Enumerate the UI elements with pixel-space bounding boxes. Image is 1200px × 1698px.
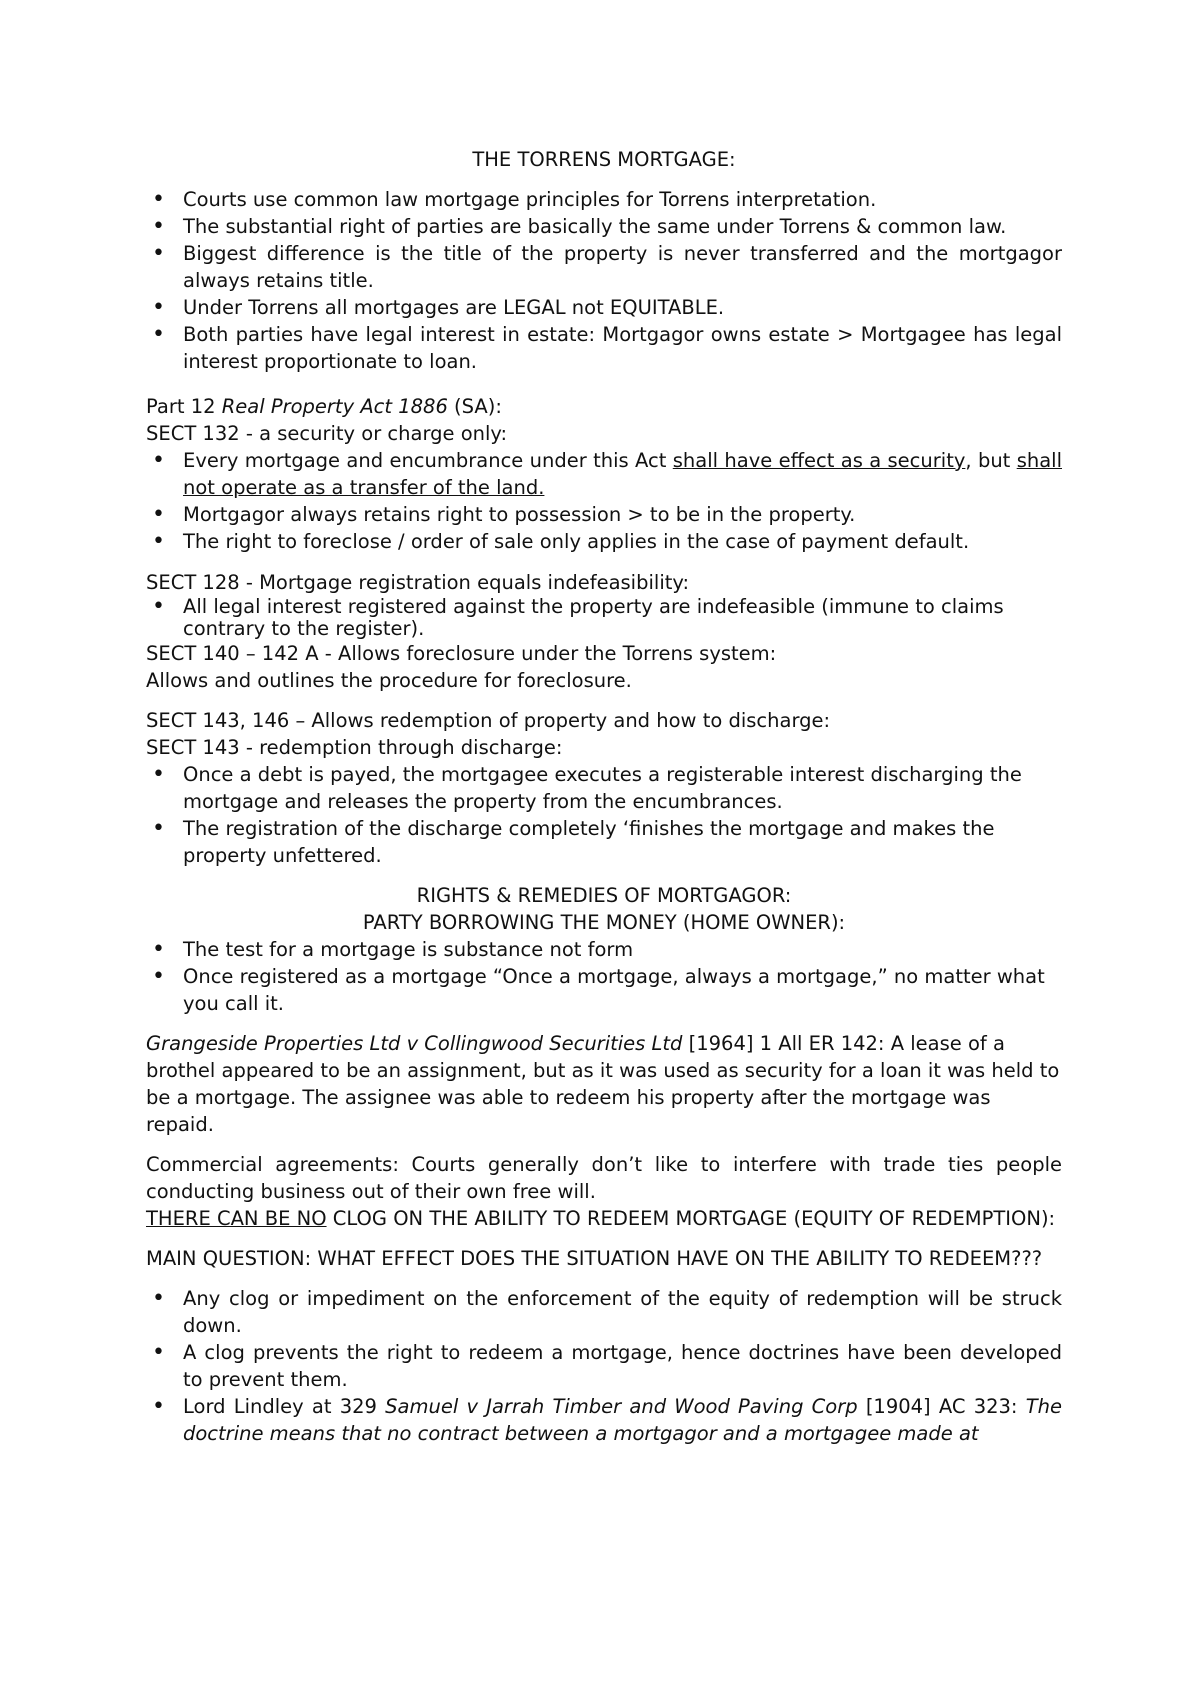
sect143-heading: SECT 143 - redemption through discharge: (146, 736, 563, 759)
list-item: • Biggest difference is the title of the property is never transferred and the mortgagor always retains title. (146, 240, 1062, 294)
clog-underlined: THERE CAN BE NO (146, 1207, 327, 1230)
list-item: • The right to foreclose / order of sale only applies in the case of payment default. (146, 528, 1062, 555)
case-name: Samuel v Jarrah Timber and Wood Paving Corp (385, 1395, 858, 1418)
clog-heading (146, 1205, 1062, 1232)
sect128-bullet-list (146, 596, 1062, 640)
lindley-citation: [1904] AC 323: (857, 1395, 1026, 1418)
list-item: • Once a debt is payed, the mortgagee executes a registerable interest discharging the mortgage and releases the property from the encumbrances. (146, 761, 1062, 815)
list-item: • Mortgagor always retains right to possession > to be in the property. (146, 501, 1062, 528)
commercial-paragraph: Commercial agreements: Courts generally don’t like to interfere with trade ties people conducting business out of their own free will. (146, 1153, 1062, 1203)
page-title: THE TORRENS MORTGAGE: (472, 148, 736, 171)
part12-prefix: Part 12 (146, 395, 222, 418)
sect132-text: Every mortgage and encumbrance under this Act (183, 449, 673, 472)
lindley-quote: The doctrine means that no contract between a mortgagor and a mortgagee made at (183, 1395, 1062, 1445)
part12-suffix: (SA): (447, 395, 502, 418)
sect128-heading: SECT 128 - Mortgage registration equals indefeasibility: (146, 571, 690, 594)
list-item: • The registration of the discharge completely ‘finishes the mortgage and makes the property unfettered. (146, 815, 1062, 869)
grangeside-paragraph (146, 1030, 1062, 1138)
case-summary: [1964] 1 All ER 142: A lease of a brothel appeared to be an assignment, but as it was used as security for a loan it was held to be a mortgage. The assignee was able to redeem his property after the mortgage was repaid. (146, 1032, 1060, 1136)
list-item: • Both parties have legal interest in estate: Mortgagor owns estate > Mortgagee has legal interest proportionate to loan. (146, 321, 1062, 375)
list-item: • Once registered as a mortgage “Once a mortgage, always a mortgage,” no matter what you call it. (146, 963, 1062, 1017)
sect132-underlined-1: shall have effect as a security (672, 449, 966, 472)
clog-rest: CLOG ON THE ABILITY TO REDEEM MORTGAGE (EQUITY OF REDEMPTION): (326, 1207, 1056, 1230)
clog-bullet-list (146, 1285, 1062, 1447)
list-item: • The test for a mortgage is substance not form (146, 936, 1062, 963)
sect132-heading: SECT 132 - a security or charge only: (146, 422, 508, 445)
case-name: Grangeside Properties Ltd v Collingwood Securities Ltd (146, 1032, 683, 1055)
rights-bullet-list (146, 936, 1062, 1017)
sect143-146-heading: SECT 143, 146 – Allows redemption of property and how to discharge: (146, 709, 831, 732)
rights-title-2: PARTY BORROWING THE MONEY (HOME OWNER): (362, 911, 846, 934)
rights-title-1: RIGHTS & REMEDIES OF MORTGAGOR: (416, 884, 792, 907)
list-item: • A clog prevents the right to redeem a mortgage, hence doctrines have been developed to prevent them. (146, 1339, 1062, 1393)
list-item: • Under Torrens all mortgages are LEGAL not EQUITABLE. (146, 294, 1062, 321)
list-item: • The substantial right of parties are basically the same under Torrens & common law. (146, 213, 1062, 240)
sect143-bullet-list (146, 761, 1062, 869)
part12-heading (146, 393, 1062, 420)
list-item: • Courts use common law mortgage principles for Torrens interpretation. (146, 186, 1062, 213)
list-item: • All legal interest registered against the property are indefeasible (immune to claims contrary to the register). (146, 596, 1062, 640)
sect140-text: Allows and outlines the procedure for foreclosure. (146, 669, 632, 692)
sect132-bullet-list (146, 447, 1062, 555)
sect132-text-mid: , but (965, 449, 1017, 472)
act-name: Real Property Act 1886 (221, 395, 448, 418)
list-item: • Any clog or impediment on the enforcement of the equity of redemption will be struck down. (146, 1285, 1062, 1339)
lindley-text: Lord Lindley at 329 (183, 1395, 386, 1418)
intro-bullet-list (146, 186, 1062, 375)
sect140-heading: SECT 140 – 142 A - Allows foreclosure under the Torrens system: (146, 642, 777, 665)
sect132-underlined-2: shall not operate as a transfer of the land. (183, 449, 1062, 499)
document-body (146, 146, 1062, 1447)
list-item (146, 1393, 1062, 1447)
main-question: MAIN QUESTION: WHAT EFFECT DOES THE SITUATION HAVE ON THE ABILITY TO REDEEM??? (146, 1247, 1043, 1270)
list-item (146, 447, 1062, 501)
